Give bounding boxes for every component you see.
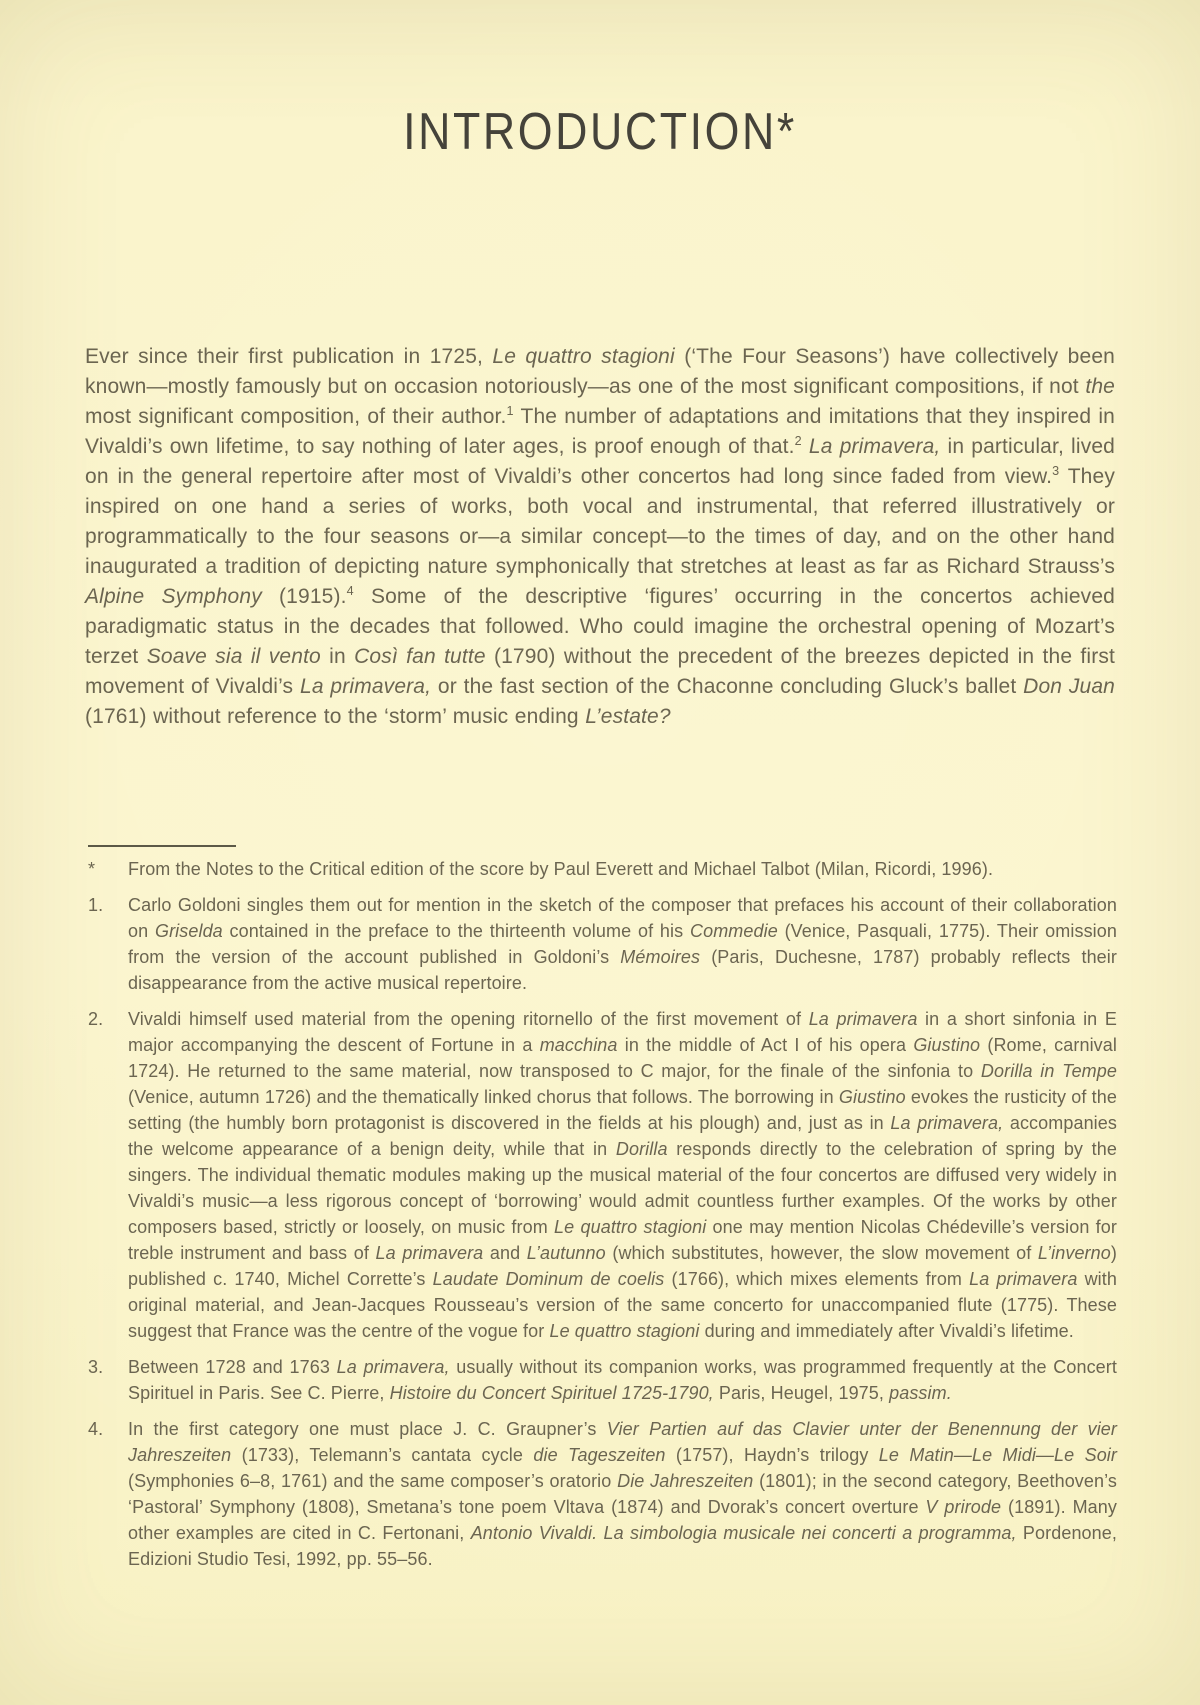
- footnote-item-4: [85, 1416, 1117, 1572]
- footnote-marker: *: [88, 859, 96, 879]
- footnote-divider: [88, 845, 236, 847]
- footnote-item-star: [85, 856, 1117, 882]
- footnotes-section: [85, 856, 1117, 1582]
- footnote-marker: 3.: [88, 1357, 104, 1377]
- footnote-text: From the Notes to the Critical edition of the score by Paul Everett and Michael Talbot (Milan, Ricordi, 1996).: [128, 859, 994, 879]
- footnote-item-1: [85, 892, 1117, 996]
- footnote-marker: 4.: [88, 1419, 104, 1439]
- footnote-marker: 2.: [88, 1009, 104, 1029]
- page-title: INTRODUCTION*: [403, 103, 797, 161]
- footnote-text: Between 1728 and 1763 La primavera, usually without its companion works, was programmed frequently at the Concert Spirituel in Paris. See C. Pierre, Histoire du Concert Spirituel 1725-1790, Paris, Heugel, 1975, passim.: [128, 1357, 1117, 1403]
- footnote-item-2: [85, 1006, 1117, 1344]
- footnote-text: Carlo Goldoni singles them out for mention in the sketch of the composer that prefaces his account of their collaboration on Griselda contained in the preface to the thirteenth volume of his Commedie (Venice, Pasquali, 1775). Their omission from the version of the account published in Goldoni’s Mémoires (Paris, Duchesne, 1787) probably reflects their disappearance from the active musical repertoire.: [128, 895, 1117, 993]
- footnote-marker: 1.: [88, 895, 104, 915]
- footnote-text: Vivaldi himself used material from the opening ritornello of the first movement of La primavera in a short sinfonia in E major accompanying the descent of Fortune in a macchina in the middle of Act I of his opera Giustino (Rome, carnival 1724). He returned to the same material, now transposed to C major, for the finale of the sinfonia to Dorilla in Tempe (Venice, autumn 1726) and the thematically linked chorus that follows. The borrowing in Giustino evokes the rusticity of the setting (the humbly born protagonist is discovered in the fields at his plough) and, just as in La primavera, accompanies the welcome appearance of a benign deity, while that in Dorilla responds directly to the celebration of spring by the singers. The individual thematic modules making up the musical material of the four concertos are diffused very widely in Vivaldi’s music—a less rigorous concept of ‘borrowing’ would admit countless further examples. Of the works by other composers based, strictly or loosely, on music from Le quattro stagioni one may mention Nicolas Chédeville’s version for treble instrument and bass of La primavera and L’autunno (which substitutes, however, the slow movement of L’inverno) published c. 1740, Michel Corrette’s Laudate Dominum de coelis (1766), which mixes elements from La primavera with original material, and Jean-Jacques Rousseau’s version of the same concerto for unaccompanied flute (1775). These suggest that France was the centre of the vogue for Le quattro stagioni during and immediately after Vivaldi’s lifetime.: [128, 1009, 1118, 1341]
- footnote-item-3: [85, 1354, 1117, 1406]
- intro-paragraph: Ever since their first publication in 1725, Le quattro stagioni (‘The Four Seasons’) have collectively been known—mostly famously but on occasion notoriously—as one of the most significant compositions, if not the most significant composition, of their author.$^1$ The number of adaptations and imitations that they inspired in Vivaldi’s own lifetime, to say nothing of later ages, is proof enough of that.$^2$ La primavera, in particular, lived on in the general repertoire after most of Vivaldi’s other concertos had long since faded from view.$^3$ They inspired on one hand a series of works, both vocal and instrumental, that referred illustratively or programmatically to the four seasons or—a similar concept—to the times of day, and on the other hand inaugurated a tradition of depicting nature symphonically that stretches at least as far as Richard Strauss’s Alpine Symphony (1915).$^4$ Some of the descriptive ‘figures’ occurring in the concertos achieved paradigmatic status in the decades that followed. Who could imagine the orchestral opening of Mozart’s terzet Soave sia il vento in Così fan tutte (1790) without the precedent of the breezes depicted in the first movement of Vivaldi’s La primavera, or the fast section of the Chaconne concluding Gluck’s ballet Don Juan (1761) without reference to the ‘storm’ music ending L’estate?: [85, 345, 1116, 728]
- footnote-text: In the first category one must place J. C. Graupner’s Vier Partien auf das Clavier unter der Benennung der vier Jahreszeiten (1733), Telemann’s cantata cycle die Tageszeiten (1757), Haydn’s trilogy Le Matin—Le Midi—Le Soir (Symphonies 6–8, 1761) and the same composer’s oratorio Die Jahreszeiten (1801); in the second category, Beethoven’s ‘Pastoral’ Symphony (1808), Smetana’s tone poem Vltava (1874) and Dvorak’s concert overture V prirode (1891). Many other examples are cited in C. Fertonani, Antonio Vivaldi. La simbologia musicale nei concerti a programma, Pordenone, Edizioni Studio Tesi, 1992, pp. 55–56.: [128, 1419, 1118, 1569]
